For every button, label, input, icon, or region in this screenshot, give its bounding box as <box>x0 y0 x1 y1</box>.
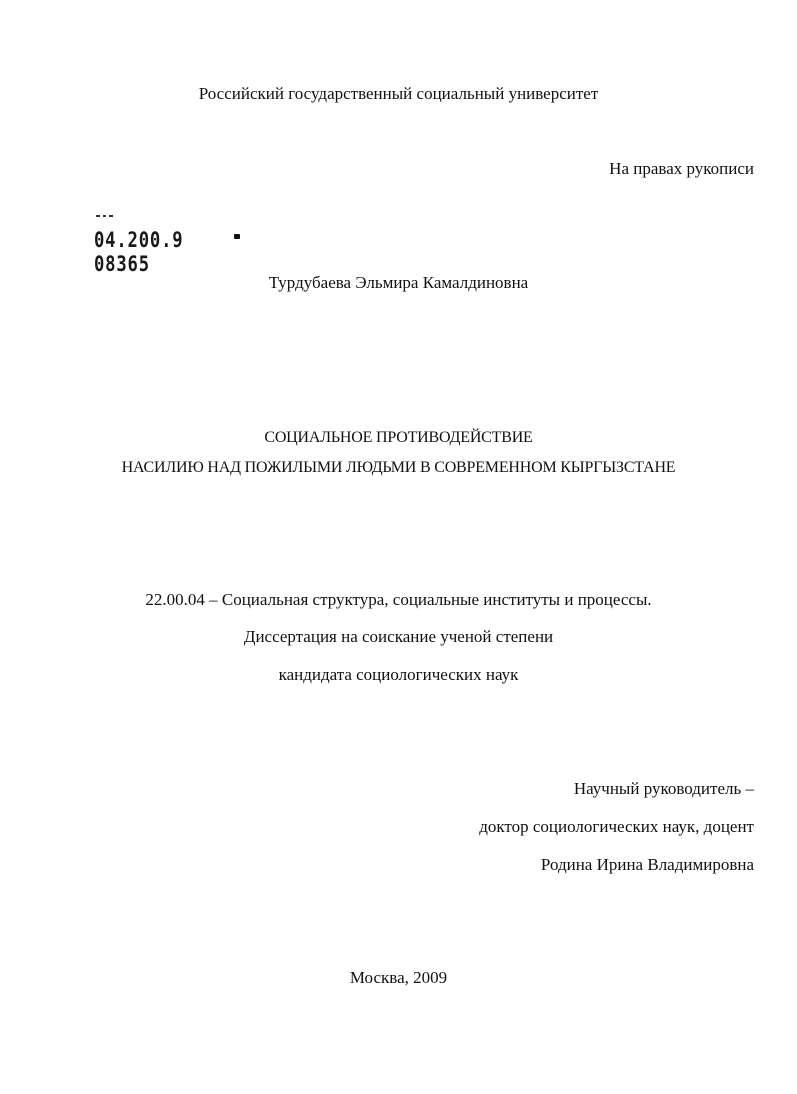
supervisor-degree: доктор социологических наук, доцент <box>479 817 754 836</box>
author-name: Турдубаева Эльмира Камалдиновна <box>268 273 529 292</box>
supervisor-label: Научный руководитель – <box>573 779 754 798</box>
thesis-title-line-2: НАСИЛИЮ НАД ПОЖИЛЫМИ ЛЮДЬМИ В СОВРЕМЕННОМ КЫРГЫЗСТАНЕ <box>121 459 676 476</box>
thesis-title-line-1: СОЦИАЛЬНОЕ ПРОТИВОДЕЙСТВИЕ <box>264 429 533 446</box>
stamp-dot-icon <box>234 234 240 239</box>
rights-note: На правах рукописи <box>609 159 754 178</box>
degree-line-2: кандидата социологических наук <box>278 665 519 684</box>
stamp-smudge-icon <box>96 214 114 218</box>
degree-line-1: Диссертация на соискание ученой степени <box>243 627 554 646</box>
specialty-code: 22.00.04 – Социальная структура, социальные институты и процессы. <box>145 590 652 609</box>
supervisor-name: Родина Ирина Владимировна <box>540 855 754 874</box>
place-and-year: Москва, 2009 <box>349 968 448 987</box>
institution-name: Российский государственный социальный университет <box>198 84 599 103</box>
library-code: 04.200.9 08365 <box>94 228 184 276</box>
